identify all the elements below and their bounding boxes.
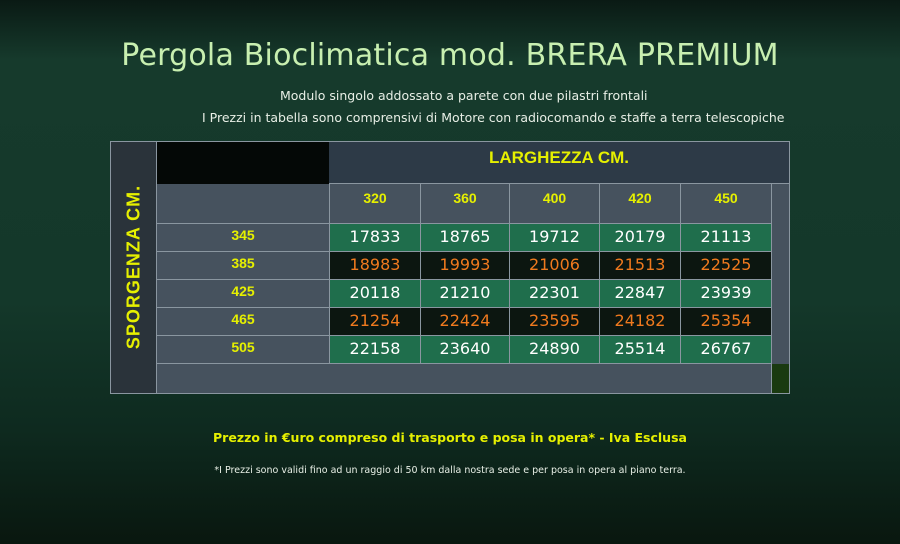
price-cell: 22847	[599, 280, 680, 308]
header-label-spacer	[157, 184, 329, 224]
price-cell: 23595	[509, 308, 599, 336]
price-cell: 23939	[680, 280, 771, 308]
width-column-header: 320	[329, 184, 420, 224]
width-column-header: 450	[680, 184, 771, 224]
price-cell: 22525	[680, 252, 771, 280]
table-corner-accent	[771, 364, 789, 393]
price-cell: 18765	[420, 224, 509, 252]
table-empty-row	[157, 364, 789, 393]
width-header: LARGHEZZA CM.	[329, 142, 789, 184]
width-column-header: 420	[599, 184, 680, 224]
price-cell: 21210	[420, 280, 509, 308]
footnote: *I Prezzi sono validi fino ad un raggio di 50 km dalla nostra sede e per posa in opera al piano terra.	[214, 465, 686, 476]
table-scroll-strip	[771, 184, 789, 364]
price-cell: 23640	[420, 336, 509, 364]
depth-row-label: 465	[157, 308, 329, 336]
price-cell: 24182	[599, 308, 680, 336]
depth-header-bar	[111, 142, 157, 393]
price-cell: 24890	[509, 336, 599, 364]
price-cell: 20118	[329, 280, 420, 308]
price-cell: 19993	[420, 252, 509, 280]
width-column-header: 360	[420, 184, 509, 224]
price-note: Prezzo in €uro compreso di trasporto e posa in opera* - Iva Esclusa	[213, 430, 687, 445]
width-column-header: 400	[509, 184, 599, 224]
price-cell: 20179	[599, 224, 680, 252]
price-cell: 21513	[599, 252, 680, 280]
price-cell: 25354	[680, 308, 771, 336]
price-cell: 19712	[509, 224, 599, 252]
price-cell: 26767	[680, 336, 771, 364]
price-table	[111, 142, 789, 393]
page-title: Pergola Bioclimatica mod. BRERA PREMIUM	[121, 38, 779, 73]
depth-row-label: 505	[157, 336, 329, 364]
price-cell: 17833	[329, 224, 420, 252]
table-corner	[157, 142, 329, 184]
price-cell: 21254	[329, 308, 420, 336]
price-cell: 21006	[509, 252, 599, 280]
price-cell: 18983	[329, 252, 420, 280]
depth-row-label: 345	[157, 224, 329, 252]
depth-header-label: SPORGENZA CM.	[123, 184, 144, 350]
price-cell: 22301	[509, 280, 599, 308]
depth-row-label: 425	[157, 280, 329, 308]
price-cell: 22424	[420, 308, 509, 336]
subtitle-included: I Prezzi in tabella sono comprensivi di Motore con radiocomando e staffe a terra telescopiche	[202, 110, 785, 125]
price-cell: 22158	[329, 336, 420, 364]
depth-row-label: 385	[157, 252, 329, 280]
price-cell: 25514	[599, 336, 680, 364]
subtitle-module: Modulo singolo addossato a parete con due pilastri frontali	[280, 88, 648, 103]
price-cell: 21113	[680, 224, 771, 252]
